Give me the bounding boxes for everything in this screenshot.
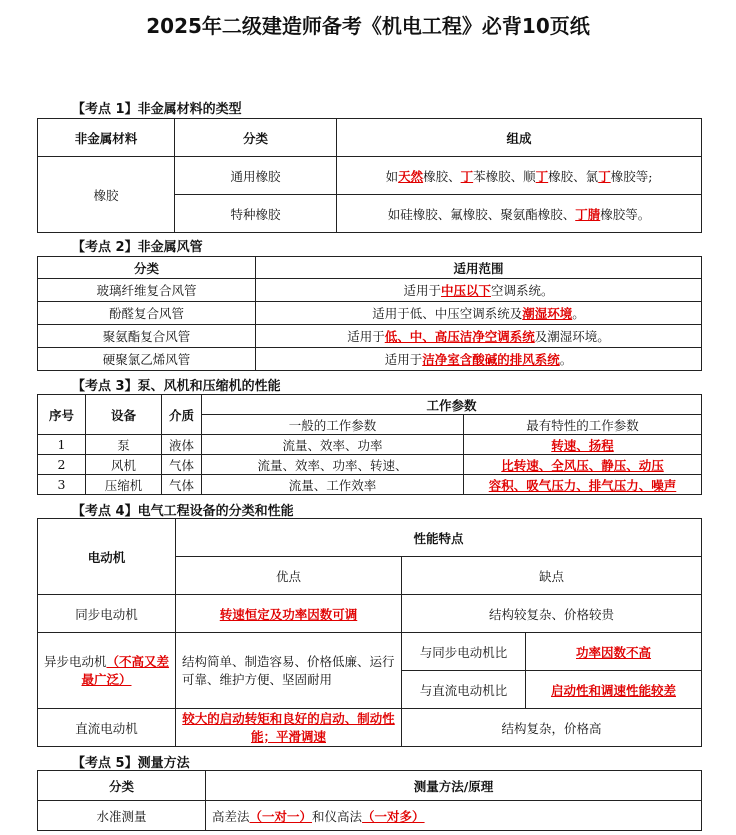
duct-scope: 适用于低、中压空调系统及潮湿环境。 (256, 302, 702, 325)
async-compare-sync: 与同步电动机比 (402, 633, 526, 671)
row-device: 风机 (86, 455, 162, 475)
duct-name: 聚氨酯复合风管 (38, 325, 256, 348)
row-device: 压缩机 (86, 475, 162, 495)
section-1-heading: 【考点 1】非金属材料的类型 (72, 102, 242, 117)
header-measure-category: 分类 (38, 771, 206, 801)
header-material: 非金属材料 (38, 119, 175, 157)
category-general-rubber: 通用橡胶 (175, 157, 337, 195)
row-special: 转速、扬程 (464, 435, 702, 455)
header-work-params: 工作参数 (202, 395, 702, 415)
header-special-params: 最有特性的工作参数 (464, 415, 702, 435)
composition-special-rubber: 如硅橡胶、氟橡胶、聚氨酯橡胶、丁腈橡胶等。 (337, 195, 702, 233)
section-2-heading: 【考点 2】非金属风管 (72, 240, 203, 255)
section-5-heading: 【考点 5】测量方法 (72, 756, 190, 771)
row-special: 容积、吸气压力、排气压力、噪声 (464, 475, 702, 495)
motor-table (37, 518, 702, 747)
section-4-heading: 【考点 4】电气工程设备的分类和性能 (72, 504, 294, 519)
duct-name: 硬聚氯乙烯风管 (38, 348, 256, 371)
header-no: 序号 (38, 395, 86, 435)
material-rubber: 橡胶 (38, 157, 175, 233)
header-disadvantage: 缺点 (402, 557, 702, 595)
row-special: 比转速、全风压、静压、动压 (464, 455, 702, 475)
section-3-heading: 【考点 3】泵、风机和压缩机的性能 (72, 379, 281, 394)
duct-name: 酚醛复合风管 (38, 302, 256, 325)
header-advantage: 优点 (176, 557, 402, 595)
header-performance: 性能特点 (176, 519, 702, 557)
header-measure-method: 测量方法/原理 (206, 771, 702, 801)
row-medium: 气体 (162, 475, 202, 495)
leveling-method: 高差法（一对一）和仪高法（一对多） (206, 801, 702, 831)
header-composition: 组成 (337, 119, 702, 157)
sync-motor-name: 同步电动机 (38, 595, 176, 633)
header-duct-category: 分类 (38, 257, 256, 279)
sync-motor-advantage: 转速恒定及功率因数可调 (176, 595, 402, 633)
category-special-rubber: 特种橡胶 (175, 195, 337, 233)
duct-scope: 适用于洁净室含酸碱的排风系统。 (256, 348, 702, 371)
duct-name: 玻璃纤维复合风管 (38, 279, 256, 302)
async-motor-name: 异步电动机（不高又差最广泛） (38, 633, 176, 709)
header-general-params: 一般的工作参数 (202, 415, 464, 435)
leveling-name: 水准测量 (38, 801, 206, 831)
header-category: 分类 (175, 119, 337, 157)
dc-motor-advantage: 较大的启动转矩和良好的启动、制动性能；平滑调速 (176, 709, 402, 747)
header-device: 设备 (86, 395, 162, 435)
duct-scope: 适用于中压以下空调系统。 (256, 279, 702, 302)
composition-general-rubber: 如天然橡胶、丁苯橡胶、顺丁橡胶、氯丁橡胶等; (337, 157, 702, 195)
duct-scope: 适用于低、中、高压洁净空调系统及潮湿环境。 (256, 325, 702, 348)
row-general: 流量、工作效率 (202, 475, 464, 495)
row-no: 2 (38, 455, 86, 475)
page-title: 2025年二级建造师备考《机电工程》必背10页纸 (146, 14, 590, 38)
dc-motor-name: 直流电动机 (38, 709, 176, 747)
row-no: 1 (38, 435, 86, 455)
header-motor: 电动机 (38, 519, 176, 595)
measurement-table (37, 770, 702, 831)
nonmetal-material-table (37, 118, 702, 233)
pump-fan-compressor-table (37, 394, 702, 495)
row-general: 流量、效率、功率 (202, 435, 464, 455)
async-motor-advantage: 结构简单、制造容易、价格低廉、运行可靠、维护方便、坚固耐用 (176, 633, 402, 709)
row-device: 泵 (86, 435, 162, 455)
async-compare-sync-disadvantage: 功率因数不高 (526, 633, 702, 671)
nonmetal-duct-table (37, 256, 702, 371)
sync-motor-disadvantage: 结构较复杂、价格较贵 (402, 595, 702, 633)
async-compare-dc: 与直流电动机比 (402, 671, 526, 709)
async-compare-dc-disadvantage: 启动性和调速性能较差 (526, 671, 702, 709)
row-general: 流量、效率、功率、转速、 (202, 455, 464, 475)
row-medium: 液体 (162, 435, 202, 455)
header-medium: 介质 (162, 395, 202, 435)
row-medium: 气体 (162, 455, 202, 475)
row-no: 3 (38, 475, 86, 495)
dc-motor-disadvantage: 结构复杂，价格高 (402, 709, 702, 747)
header-duct-scope: 适用范围 (256, 257, 702, 279)
